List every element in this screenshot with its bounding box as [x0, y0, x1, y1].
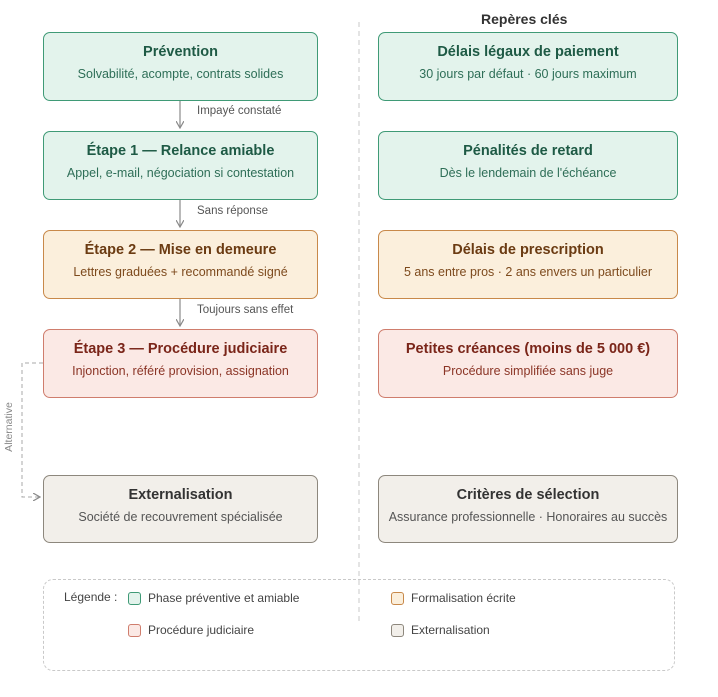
- step-relance-amiable: [43, 131, 318, 200]
- alternative-label: Alternative: [3, 402, 15, 452]
- marker-delais-prescription: [378, 230, 678, 299]
- step-title: Prévention: [143, 44, 218, 60]
- legend-swatch-orange: [391, 592, 404, 605]
- marker-penalites-retard: [378, 131, 678, 200]
- marker-subtitle: Assurance professionnelle · Honoraires au succès: [388, 510, 668, 524]
- marker-subtitle: 5 ans entre pros · 2 ans envers un particulier: [403, 265, 653, 279]
- legend-swatch-gray: [391, 624, 404, 637]
- arrow-label-1: Impayé constaté: [197, 105, 282, 117]
- step-title: Étape 1 — Relance amiable: [86, 143, 275, 159]
- step-prevention: [43, 32, 318, 101]
- step-externalisation: [43, 475, 318, 543]
- legend-label: Phase préventive et amiable: [148, 591, 300, 605]
- marker-title: Pénalités de retard: [463, 143, 593, 159]
- arrow-label-2: Sans réponse: [197, 205, 268, 217]
- marker-title: Petites créances (moins de 5 000 €): [405, 341, 651, 357]
- legend-label: Procédure judiciaire: [148, 623, 255, 637]
- step-title: Étape 3 — Procédure judiciaire: [73, 341, 288, 357]
- legend-label: Externalisation: [411, 623, 490, 637]
- legend-swatch-green: [128, 592, 141, 605]
- arrow-label-3: Toujours sans effet: [197, 304, 294, 316]
- step-subtitle: Appel, e-mail, négociation si contestation: [66, 166, 295, 180]
- legend-title: Légende :: [64, 590, 118, 604]
- step-procedure-judiciaire: [43, 329, 318, 398]
- step-subtitle: Société de recouvrement spécialisée: [78, 510, 283, 524]
- step-subtitle: Injonction, référé provision, assignation: [72, 364, 289, 378]
- marker-subtitle: Procédure simplifiée sans juge: [442, 364, 614, 378]
- step-subtitle: Lettres graduées + recommandé signé: [73, 265, 288, 279]
- step-title: Étape 2 — Mise en demeure: [84, 242, 277, 258]
- marker-title: Délais légaux de paiement: [437, 44, 619, 60]
- right-column-header: Repères clés: [481, 11, 568, 27]
- marker-criteres-selection: [378, 475, 678, 543]
- alternative-connector: [22, 363, 43, 497]
- step-subtitle: Solvabilité, acompte, contrats solides: [77, 67, 284, 81]
- marker-petites-creances: [378, 329, 678, 398]
- marker-subtitle: Dès le lendemain de l'échéance: [439, 166, 617, 180]
- legend-swatch-red: [128, 624, 141, 637]
- marker-delais-paiement: [378, 32, 678, 101]
- marker-title: Délais de prescription: [452, 242, 604, 258]
- step-mise-en-demeure: [43, 230, 318, 299]
- step-title: Externalisation: [128, 487, 233, 503]
- legend-label: Formalisation écrite: [411, 591, 516, 605]
- marker-subtitle: 30 jours par défaut · 60 jours maximum: [419, 67, 637, 81]
- marker-title: Critères de sélection: [456, 487, 600, 503]
